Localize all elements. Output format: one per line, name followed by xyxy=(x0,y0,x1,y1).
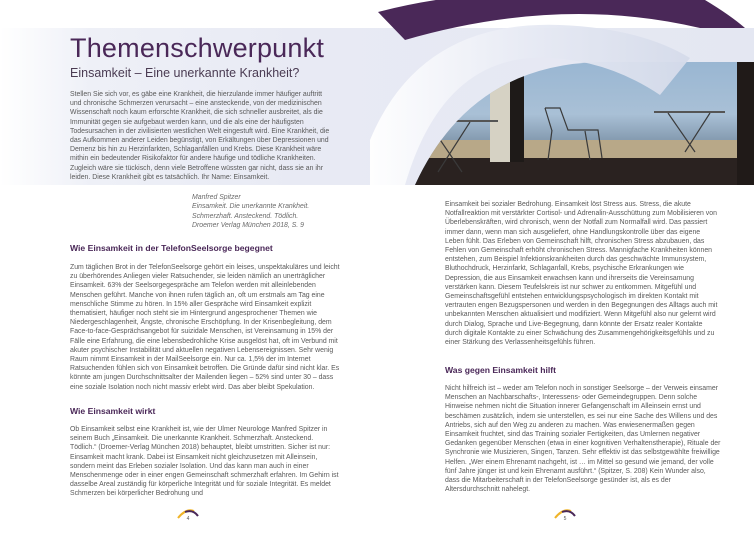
section-heading: Wie Einsamkeit in der TelefonSeelsorge begegnet xyxy=(70,243,273,253)
section-paragraph: Ob Einsamkeit selbst eine Krankheit ist, wie der Ulmer Neurologe Manfred Spitzer in seinem Buch „Einsamkeit. Die unerkannte Krankheit. Schmerzhaft. Ansteckend. Tödlich.“ (Droemer-Verlag München 2018) behauptet, bleibt umstritten. Sicher ist nur: Einsamkeit macht krank. Dabei ist Einsamkeit nicht gleichzusetzen mit Alleinsein, sondern meint das Erleben sozialer Isolation. Und das kann man auch in einer Menschenmenge oder in einer engen Gemeinschaft schmerzhaft erfahren. Im Gehirn ist dasselbe Areal zuständig für körperliche Integrität und für soziale Integrität. Es meldet Schmerzen bei körperlicher Bedrohung und xyxy=(70,426,339,498)
page-title: Themenschwerpunkt xyxy=(70,33,325,63)
quote-line: Einsamkeit. Die unerkannte Krankheit. xyxy=(192,203,310,211)
section-heading: Was gegen Einsamkeit hilft xyxy=(445,365,556,375)
continued-paragraph: Einsamkeit bei sozialer Bedrohung. Einsamkeit löst Stress aus. Stress, die akute Notfallreaktion mit verstärkter Cortisol- und Adrenalin-Ausschüttung zum Mobilisieren von Überlebenskräften, wird chronisch, wenn der Notfall zum Normalfall wird. Das passiert immer dann, wenn man sich ausgeliefert, ohne Handlungskontrolle über das eigene Leben fühlt. Das Erleben von Gemeinschaft hilft, chronischen Stress abzubauen, das Fehlen von Gemeinschaft erhöht chronischen Stress. Mannigfache Krankheiten können entstehen, zum Beispiel Infektionskrankheiten durch das geschwächte Immunsystem, Bluthochdruck, Herzinfarkt, Schlaganfall, Krebs, psychische Erkrankungen wie Depression, die aus Einsamkeit erwachsen kann und ihrerseits die Vereinsamung verstärken kann. Diesem Teufelskreis ist nur schwer zu entkommen. Mitgefühl und Gemeinschaftsgefühl entstehen entwicklungspsychologisch im direkten Kontakt mit vertrauten engen Bezugspersonen und werden in den Begegnungen des Alltags auch mit unbekannten Menschen aktualisiert und modifiziert. Wenn Mitgefühl also nur gelernt wird durch Dialog, Sprache und Live-Begegnung, dann könnte der Ersatz realer Kontakte durch digitale Kontakte zu einer Schwächung des Zusammengehörigkeitsgefühls und zu einer Stärkung des Verlassenheitsgefühls führen. xyxy=(445,201,718,347)
quote-author: Manfred Spitzer xyxy=(192,194,241,201)
section-heading: Wie Einsamkeit wirkt xyxy=(70,406,156,416)
quote-line: Schmerzhaft. Ansteckend. Tödlich. xyxy=(192,212,299,220)
section-paragraph: Zum täglichen Brot in der TelefonSeelsorge gehört ein leises, unspektakuläres und leicht zu überhörendes Anliegen vieler Ratsuchender, sie leiden nämlich an unerträglicher Einsamkeit. 63% der Seelsorgegespräche am Telefon werden mit alleinlebenden Menschen geführt. Manche von ihnen rufen täglich an, oft um erstmals am Tag eine menschliche Stimme zu hören. In 15% aller Gespräche wird Einsamkeit explizit thematisiert, häufiger noch steht sie im Hintergrund angesprochener Themen wie Niedergeschlagenheit, Ängste, chronische Erschöpfung. In der Krisenbegleitung, dem Face-to-face-Gesprächsangebot für suizidale Menschen, ist Vereinsamung in 15% der Fälle eine Erfahrung, die eine lebensbedrohliche Krise ausgelöst hat, oft im Verbund mit akuter psychischer Instabilität und aktuellen negativen Lebensereignissen. Sehr wenig Raum nimmt Einsamkeit in der MailSeelsorge ein. Nur ca. 1,5% der im Internet Ratsuchenden fühlen sich von Einsamkeit betroffen. Die Gründe dafür sind nicht klar. Es könnte am jungen Durchschnittsalter der Mailenden liegen – 52% sind unter 30 – dass eine soziale Isolation noch nicht massiv erlebt wird. Das aber bleibt Spekulation. xyxy=(70,264,340,391)
section-paragraph: Nicht hilfreich ist – weder am Telefon noch in sonstiger Seelsorge – der Verweis einsamer Menschen an Nachbarschafts-, Interessens- oder Gemeindegruppen. Denn solche Hinweise nehmen nicht die Situation innerer Gefangenschaft im Alleinsein ernst und beschämen zusätzlich, indem sie unterstellen, es sei nur eine Sache des Willens und des Antriebs, sich auf den Weg zu anderen zu machen. Was erwiesenermaßen gegen Einsamkeit fruchtet, sind das Training sozialer Fertigkeiten, das Umlernen negativer Gedanken gegenüber Menschen (etwa in einer kognitiven Verhaltenstherapie), Rituale der Synchronie wie Musizieren, Singen, Tanzen. Sehr effektiv ist das selbstgewählte freiwillige Helfen. „Wer einem Ehrenamt nachgeht, ist … im Mittel so gesund wie jemand, der volle fünf Jahre jünger ist und kein Ehrenamt ausführt.“ (Spitzer, S. 208) Kein Wunder also, dass die Mitarbeiterschaft in der TelefonSeelsorge gesünder ist, als es der Altersdurchschnitt nahelegt. xyxy=(445,385,721,494)
page-subtitle: Einsamkeit – Eine unerkannte Krankheit? xyxy=(70,66,300,80)
quote-line: Droemer Verlag München 2018, S. 9 xyxy=(192,222,304,230)
page-number-left: 4 xyxy=(176,506,200,522)
book-quote xyxy=(192,193,309,231)
intro-paragraph: Stellen Sie sich vor, es gäbe eine Krankheit, die hierzulande immer häufiger auftritt und chronische Schmerzen verursacht – eine ansteckende, von der medizinischen Wissenschaft noch kaum erforschte Krankheit, die sich schneller ausbreitet, als die Immunität gegen sie aufgebaut werden kann, und die als eine der häufigsten Todesursachen in der zivilisierten westlichen Welt eingestuft wird. Eine Krankheit, die das Aufkommen anderer Leiden begünstigt, von Erkältungen über Depressionen und Demenz bis hin zu Herzinfarkten, Schlaganfällen und Krebs. Diese Krankheit wäre mithin ein bedeutender Risikofaktor für andere häufige und tödliche Krankheiten. Zugleich wäre sie tückisch, denn viele Betroffene wüssten gar nicht, dass sie an ihr leiden. Diese Krankheit gibt es tatsächlich. Ihr Name: Einsamkeit. xyxy=(70,91,330,181)
page-number-right: 5 xyxy=(553,506,577,522)
